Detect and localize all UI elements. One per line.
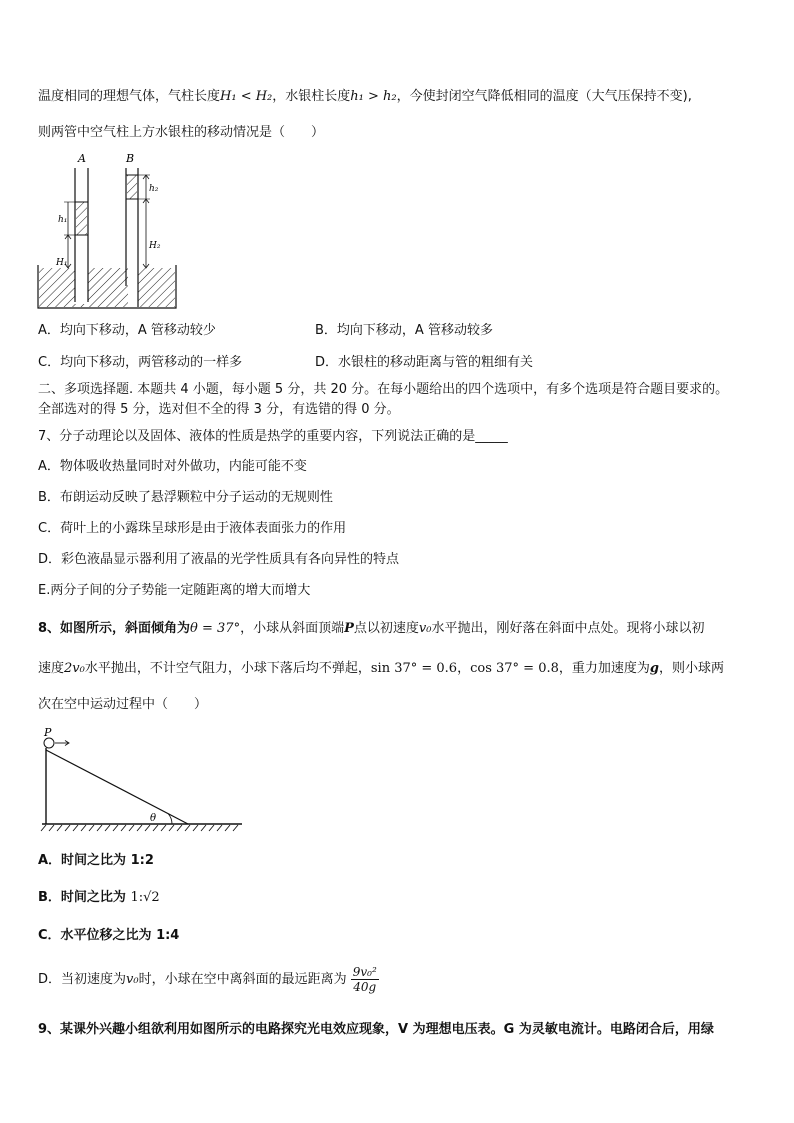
- fraction-denominator: 40g: [353, 980, 377, 994]
- section2-line-2: 全部选对的得 5 分，选对但不全的得 3 分，有选错的得 0 分。: [38, 402, 400, 417]
- label-B: B: [126, 152, 135, 165]
- label-h1: h₁: [58, 215, 68, 225]
- q8-line-3: 次在空中运动过程中（ ）: [38, 697, 208, 712]
- q8-math: sin 37° = 0.6: [370, 661, 458, 676]
- q6-option-b: B．均向下移动，A 管移动较多: [315, 323, 493, 338]
- q8-text: 8、如图所示，斜面倾角为: [38, 621, 191, 636]
- q6-math: h₁ > h₂: [350, 89, 397, 104]
- q7-option-a: A．物体吸收热量同时对外做功，内能可能不变: [38, 459, 307, 474]
- label-P: P: [44, 726, 52, 739]
- q8-option-b: [38, 889, 160, 907]
- q8-text: ，则小球两: [659, 661, 725, 676]
- q8-math: g: [649, 661, 659, 676]
- q8-text: ，: [457, 661, 471, 676]
- q7-option-d: D．彩色液晶显示器利用了液晶的光学性质具有各向异性的特点: [38, 552, 400, 567]
- q7-option-e: E.两分子间的分子势能一定随距离的增大而增大: [38, 583, 311, 598]
- q8-text: ，重力加速度为: [558, 661, 650, 676]
- q8-math: v₀: [418, 621, 432, 636]
- q6-text: ，水银柱长度: [272, 89, 351, 104]
- q7-stem: 7、分子动理论以及固体、液体的性质是热学的重要内容，下列说法正确的是_____: [38, 429, 508, 444]
- incline-figure: [38, 726, 248, 836]
- q6-line-2: 则两管中空气柱上方水银柱的移动情况是（ ）: [38, 125, 325, 140]
- q8-math: P: [344, 621, 354, 636]
- q8-math: cos 37° = 0.8: [470, 661, 559, 676]
- q8-option-c: C．水平位移之比为 1:4: [38, 928, 180, 943]
- q8-math: 2v₀: [64, 661, 85, 676]
- q6-option-a: A．均向下移动，A 管移动较少: [38, 323, 216, 338]
- q8-text: 时，小球在空中离斜面的最远距离为: [138, 972, 347, 987]
- q8-option-a: A．时间之比为 1:2: [38, 853, 154, 868]
- q7-option-c: C．荷叶上的小露珠呈球形是由于液体表面张力的作用: [38, 521, 347, 536]
- q6-math: H₁ < H₂: [220, 89, 273, 104]
- q8-text: 点以初速度: [353, 621, 419, 636]
- fraction: [351, 965, 379, 994]
- q8-text: 水平抛出，刚好落在斜面中点处。现将小球以初: [431, 621, 705, 636]
- q6-option-d: D．水银柱的移动距离与管的粗细有关: [315, 355, 534, 370]
- label-theta: θ: [150, 813, 157, 824]
- label-A: A: [78, 152, 86, 165]
- q8-math: v₀: [126, 972, 139, 987]
- q8-text: B．时间之比为: [38, 890, 126, 905]
- q6-text: ，今使封闭空气降低相同的温度（大气压保持不变),: [396, 89, 692, 104]
- q8-text: 速度: [38, 661, 65, 676]
- q6-line-1: [38, 88, 692, 106]
- q8-text: ，小球从斜面顶端: [240, 621, 345, 636]
- q9-line-1: 9、某课外兴趣小组欲利用如图所示的电路探究光电效应现象，V 为理想电压表。G 为灵敏电流计。电路闭合后，用绿: [38, 1022, 714, 1037]
- q7-option-b: B．布朗运动反映了悬浮颗粒中分子运动的无规则性: [38, 490, 333, 505]
- q8-text: 水平抛出，不计空气阻力，小球下落后均不弹起，: [84, 661, 371, 676]
- q8-math: 1:√2: [130, 890, 160, 905]
- q8-line-1: [38, 620, 704, 638]
- q6-text: 温度相同的理想气体，气柱长度: [38, 89, 221, 104]
- label-H1: H₁: [56, 258, 68, 268]
- q8-math: θ = 37°: [190, 621, 241, 636]
- u-tube-figure: [34, 150, 184, 310]
- fraction-numerator: 9v₀²: [352, 965, 377, 979]
- q8-line-2: [38, 660, 724, 678]
- q8-text: D．当初速度为: [38, 972, 127, 987]
- q8-option-d: [38, 962, 379, 998]
- label-H2: H₂: [149, 241, 161, 251]
- section2-line-1: 二、多项选择题. 本题共 4 小题，每小题 5 分，共 20 分。在每小题给出的四个选项中，有多个选项是符合题目要求的。: [38, 382, 729, 397]
- q6-option-c: C．均向下移动，两管移动的一样多: [38, 355, 243, 370]
- label-h2: h₂: [149, 184, 159, 194]
